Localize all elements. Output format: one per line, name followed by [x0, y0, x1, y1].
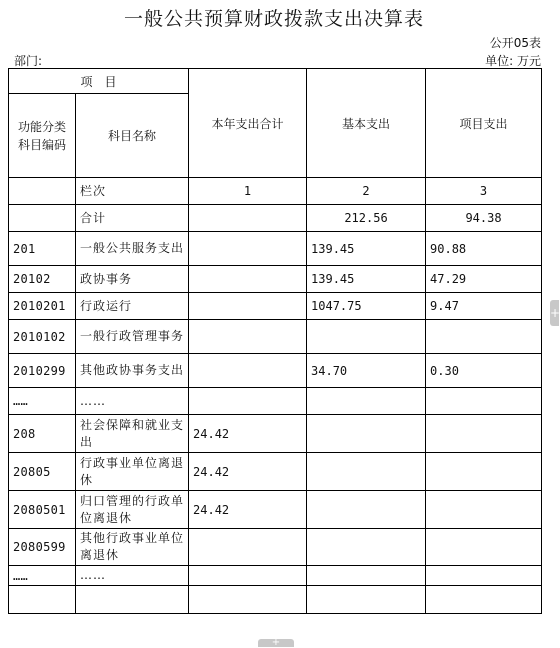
row-project: [426, 529, 542, 566]
row-name: 一般公共服务支出: [76, 232, 189, 266]
row-basic: [307, 415, 426, 453]
table-row: [9, 415, 542, 453]
row-project: [426, 388, 542, 415]
row-total: [189, 232, 307, 266]
total-project: 94.38: [426, 205, 542, 232]
row-basic: [307, 320, 426, 354]
row-total: [189, 293, 307, 320]
report-title: 一般公共预算财政拨款支出决算表: [123, 8, 424, 30]
row-code: ……: [9, 388, 76, 415]
row-code: ……: [9, 566, 76, 586]
row-code: 208: [9, 415, 76, 453]
bottom-expand-handle[interactable]: +: [258, 639, 294, 647]
row-basic: 1047.75: [307, 293, 426, 320]
row-name: 行政运行: [76, 293, 189, 320]
table-row: [9, 491, 542, 529]
row-total: [189, 354, 307, 388]
row-project: [426, 491, 542, 529]
row-code: 2010299: [9, 354, 76, 388]
row-project: [426, 566, 542, 586]
row-project: 9.47: [426, 293, 542, 320]
row-total: [189, 566, 307, 586]
index-col-2: 2: [307, 178, 426, 205]
row-total: [189, 320, 307, 354]
row-total: [189, 586, 307, 614]
row-code: 2080501: [9, 491, 76, 529]
row-project: 47.29: [426, 266, 542, 293]
header-subject-name: 科目名称: [76, 94, 189, 178]
row-total: [189, 529, 307, 566]
row-basic: [307, 388, 426, 415]
row-basic: [307, 529, 426, 566]
row-project: [426, 453, 542, 491]
index-row: [9, 178, 542, 205]
row-code: 20102: [9, 266, 76, 293]
row-total: [189, 388, 307, 415]
table-row: [9, 320, 542, 354]
row-basic: 34.70: [307, 354, 426, 388]
row-code: 20805: [9, 453, 76, 491]
row-total: [189, 266, 307, 293]
row-code: 201: [9, 232, 76, 266]
row-project: 90.88: [426, 232, 542, 266]
table-row: [9, 266, 542, 293]
unit-label: 单位: 万元: [485, 54, 541, 68]
row-name: ……: [76, 388, 189, 415]
table-row: [9, 293, 542, 320]
index-label: 栏次: [76, 178, 189, 205]
header-basic: 基本支出: [307, 69, 426, 178]
table-row: [9, 529, 542, 566]
row-basic: [307, 453, 426, 491]
header-project: 项 目: [9, 69, 189, 94]
row-basic: 139.45: [307, 232, 426, 266]
total-sum: [189, 205, 307, 232]
header-func-code: 功能分类科目编码: [9, 94, 76, 178]
row-total: 24.42: [189, 453, 307, 491]
row-project: [426, 586, 542, 614]
header-total: 本年支出合计: [189, 69, 307, 178]
row-name: 归口管理的行政单位离退休: [76, 491, 189, 529]
index-col-1: 1: [189, 178, 307, 205]
table-row: [9, 566, 542, 586]
row-name: 其他政协事务支出: [76, 354, 189, 388]
row-basic: [307, 491, 426, 529]
expenditure-table: [8, 68, 542, 614]
table-row: [9, 354, 542, 388]
department-label: 部门:: [14, 54, 43, 68]
total-basic: 212.56: [307, 205, 426, 232]
row-total: 24.42: [189, 491, 307, 529]
row-name: 一般行政管理事务: [76, 320, 189, 354]
header-project-expenditure: 项目支出: [426, 69, 542, 178]
row-name: [76, 586, 189, 614]
row-project: 0.30: [426, 354, 542, 388]
row-project: [426, 320, 542, 354]
row-basic: [307, 566, 426, 586]
table-row: [9, 232, 542, 266]
row-basic: [307, 586, 426, 614]
side-expand-handle[interactable]: +: [550, 300, 559, 326]
table-row: [9, 453, 542, 491]
row-name: 其他行政事业单位离退休: [76, 529, 189, 566]
row-project: [426, 415, 542, 453]
row-name: 行政事业单位离退休: [76, 453, 189, 491]
row-code: 2010201: [9, 293, 76, 320]
row-name: 政协事务: [76, 266, 189, 293]
row-name: 社会保障和就业支出: [76, 415, 189, 453]
table-row: [9, 586, 542, 614]
row-code: 2010102: [9, 320, 76, 354]
total-label: 合计: [76, 205, 189, 232]
total-row: [9, 205, 542, 232]
table-row: [9, 388, 542, 415]
row-code: [9, 586, 76, 614]
row-basic: 139.45: [307, 266, 426, 293]
row-total: 24.42: [189, 415, 307, 453]
form-number: 公开05表: [489, 36, 541, 50]
index-col-3: 3: [426, 178, 542, 205]
row-name: ……: [76, 566, 189, 586]
row-code: 2080599: [9, 529, 76, 566]
